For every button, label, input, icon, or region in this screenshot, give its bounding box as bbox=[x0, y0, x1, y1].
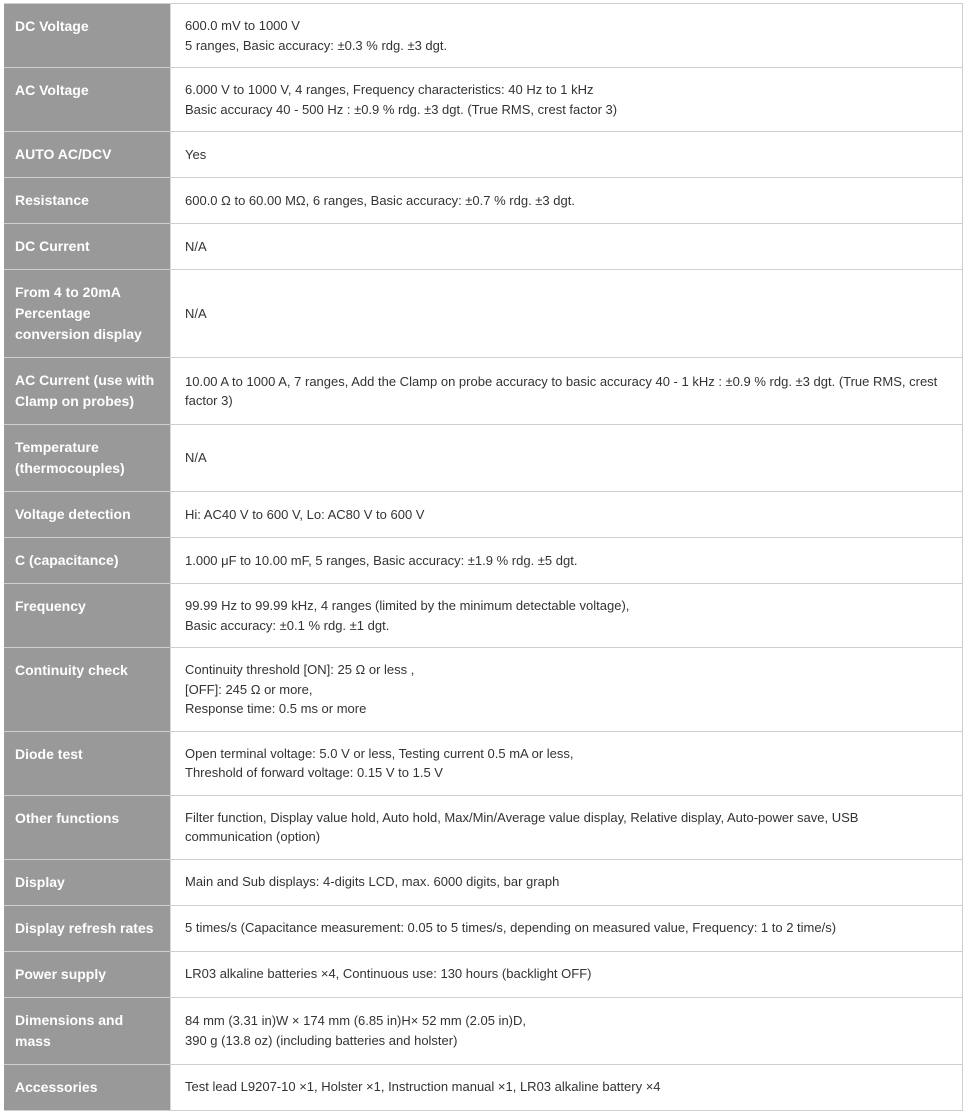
spec-value-line: 600.0 Ω to 60.00 MΩ, 6 ranges, Basic accuracy: ±0.7 % rdg. ±3 dgt. bbox=[185, 192, 575, 208]
spec-value-line: 1.000 μF to 10.00 mF, 5 ranges, Basic accuracy: ±1.9 % rdg. ±5 dgt. bbox=[185, 552, 578, 568]
spec-value-line: Test lead L9207-10 ×1, Holster ×1, Instruction manual ×1, LR03 alkaline battery ×4 bbox=[185, 1079, 661, 1095]
spec-value bbox=[171, 132, 963, 178]
spec-value-line: 84 mm (3.31 in)W × 174 mm (6.85 in)H× 52 mm (2.05 in)D, bbox=[185, 1013, 527, 1028]
spec-value bbox=[171, 68, 963, 132]
spec-value-line: [OFF]: 245 Ω or more, bbox=[185, 681, 313, 697]
spec-row bbox=[4, 68, 963, 132]
spec-row bbox=[4, 4, 963, 68]
spec-value-line: 390 g (13.8 oz) (including batteries and holster) bbox=[185, 1032, 458, 1048]
spec-value-line: 10.00 A to 1000 A, 7 ranges, Add the Clamp on probe accuracy to basic accuracy 40 - 1 kHz : ±0.9 % rdg. ±3 dgt. (True RMS, crest factor 3) bbox=[185, 373, 938, 408]
spec-value bbox=[171, 648, 963, 732]
spec-label: Voltage detection bbox=[4, 492, 171, 538]
spec-value bbox=[171, 425, 963, 492]
spec-label: AC Current (use with Clamp on probes) bbox=[4, 358, 171, 425]
spec-value bbox=[171, 951, 963, 997]
spec-value bbox=[171, 1064, 963, 1110]
spec-value bbox=[171, 178, 963, 224]
spec-row bbox=[4, 731, 963, 795]
spec-row bbox=[4, 795, 963, 859]
spec-value-line: 99.99 Hz to 99.99 kHz, 4 ranges (limited by the minimum detectable voltage), bbox=[185, 598, 630, 613]
spec-value-line: 5 ranges, Basic accuracy: ±0.3 % rdg. ±3 dgt. bbox=[185, 37, 448, 53]
spec-row bbox=[4, 951, 963, 997]
spec-label: Frequency bbox=[4, 584, 171, 648]
spec-value-line: Continuity threshold [ON]: 25 Ω or less , bbox=[185, 662, 415, 677]
spec-value bbox=[171, 905, 963, 951]
spec-label: Diode test bbox=[4, 731, 171, 795]
spec-value bbox=[171, 997, 963, 1064]
spec-row bbox=[4, 648, 963, 732]
spec-value-line: LR03 alkaline batteries ×4, Continuous use: 130 hours (backlight OFF) bbox=[185, 966, 592, 982]
spec-value-line: 6.000 V to 1000 V, 4 ranges, Frequency characteristics: 40 Hz to 1 kHz bbox=[185, 82, 594, 97]
spec-value-line: Hi: AC40 V to 600 V, Lo: AC80 V to 600 V bbox=[185, 506, 425, 522]
spec-value-line: N/A bbox=[185, 305, 207, 321]
spec-row bbox=[4, 425, 963, 492]
spec-label: Display refresh rates bbox=[4, 905, 171, 951]
spec-label: Dimensions and mass bbox=[4, 997, 171, 1064]
spec-label: Other functions bbox=[4, 795, 171, 859]
spec-row bbox=[4, 859, 963, 905]
spec-value bbox=[171, 859, 963, 905]
spec-value-line: 600.0 mV to 1000 V bbox=[185, 18, 300, 33]
spec-row bbox=[4, 178, 963, 224]
spec-row bbox=[4, 492, 963, 538]
spec-value bbox=[171, 584, 963, 648]
spec-label: Resistance bbox=[4, 178, 171, 224]
spec-row bbox=[4, 1064, 963, 1110]
spec-value bbox=[171, 224, 963, 270]
spec-value-line: Basic accuracy 40 - 500 Hz : ±0.9 % rdg. ±3 dgt. (True RMS, crest factor 3) bbox=[185, 101, 618, 117]
spec-value-line: Filter function, Display value hold, Auto hold, Max/Min/Average value display, Relative display, Auto-power save, USB communication (option) bbox=[185, 809, 859, 844]
spec-row bbox=[4, 538, 963, 584]
spec-value-line: Open terminal voltage: 5.0 V or less, Testing current 0.5 mA or less, bbox=[185, 745, 574, 761]
spec-label: From 4 to 20mA Percentage conversion display bbox=[4, 270, 171, 358]
spec-value-line: N/A bbox=[185, 238, 207, 254]
spec-value bbox=[171, 4, 963, 68]
spec-value-line: Response time: 0.5 ms or more bbox=[185, 701, 367, 716]
spec-row bbox=[4, 584, 963, 648]
specifications-body bbox=[4, 4, 963, 1111]
spec-label: AC Voltage bbox=[4, 68, 171, 132]
spec-value bbox=[171, 795, 963, 859]
spec-value-line: Threshold of forward voltage: 0.15 V to 1.5 V bbox=[185, 765, 443, 780]
spec-label: DC Voltage bbox=[4, 4, 171, 68]
spec-value bbox=[171, 270, 963, 358]
spec-label: Temperature (thermocouples) bbox=[4, 425, 171, 492]
spec-value-line: Basic accuracy: ±0.1 % rdg. ±1 dgt. bbox=[185, 617, 390, 633]
spec-value bbox=[171, 358, 963, 425]
spec-value-line: N/A bbox=[185, 450, 207, 466]
spec-value-line: 5 times/s (Capacitance measurement: 0.05 to 5 times/s, depending on measured value, Frequency: 1 to 2 time/s) bbox=[185, 920, 837, 936]
spec-label: DC Current bbox=[4, 224, 171, 270]
specifications-table bbox=[4, 3, 963, 1111]
spec-row bbox=[4, 358, 963, 425]
spec-label: Power supply bbox=[4, 951, 171, 997]
spec-row bbox=[4, 997, 963, 1064]
spec-row bbox=[4, 270, 963, 358]
spec-row bbox=[4, 132, 963, 178]
spec-value-line: Main and Sub displays: 4-digits LCD, max. 6000 digits, bar graph bbox=[185, 874, 560, 890]
spec-label: C (capacitance) bbox=[4, 538, 171, 584]
spec-value bbox=[171, 538, 963, 584]
spec-label: Display bbox=[4, 859, 171, 905]
spec-value bbox=[171, 731, 963, 795]
spec-label: Continuity check bbox=[4, 648, 171, 732]
spec-label: AUTO AC/DCV bbox=[4, 132, 171, 178]
spec-row bbox=[4, 905, 963, 951]
spec-row bbox=[4, 224, 963, 270]
spec-value bbox=[171, 492, 963, 538]
spec-label: Accessories bbox=[4, 1064, 171, 1110]
spec-value-line: Yes bbox=[185, 146, 207, 162]
